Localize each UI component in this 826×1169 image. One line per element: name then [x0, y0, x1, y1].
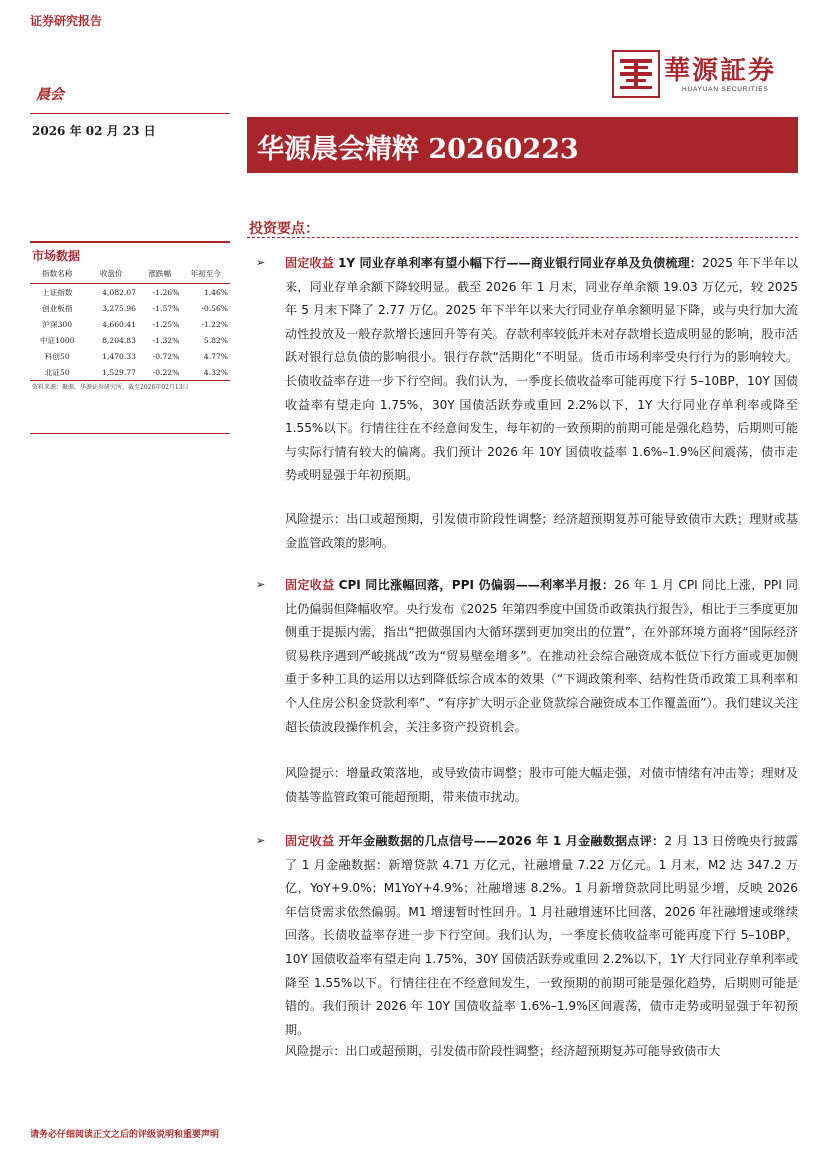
table-row: [30, 332, 230, 348]
logo-emblem-icon: [612, 50, 660, 98]
table-header-row: [30, 266, 230, 284]
market-data-source-note: 资料来源：聚源，华源证券研究所，截至2026年02月13日: [32, 384, 189, 391]
table-row: [30, 316, 230, 332]
key-point-body: [285, 574, 798, 739]
page-title: 华源晨会精粹 20260223: [257, 134, 579, 165]
item-body: 2025 年下半年以来，同业存单余额下降较明显。截至 2026 年 1 月末，同业存单余额 19.03 万亿元，较 2025 年 5 月末下降了 2.77 万亿。2025 年下半年以来大行同业存单余额明显下降，或与央行加大流动性投放及一般存款增长速回升等有关。存款利率较低并未对存款增长造成明显的影响，股市活跃对银行总负债的影响很小。银行存款“活期化”不明显。货币市场利率受央行行为的影响较大。长债收益率存进一步下行空间。我们认为，一季度长债收益率可能再度下行 5–10BP，10Y 国债收益率有望走向 1.75%，30Y 国债活跃券或重回 2.2%以下，1Y 大行同业存单利率或降至 1.55%以下。行情往往在不经意间发生，每年初的一致预期的前期可能是强化趋势，后期则可能与实际行情有较大的偏离。我们预计 2026 年 10Y 国债收益率 1.6%–1.9%区间震荡，债市走势或明显强于年初预期。: [285, 256, 798, 483]
ytd-pct: 4.77%: [203, 351, 228, 361]
change-pct: -1.26%: [152, 287, 180, 297]
report-type-label: 证券研究报告: [30, 14, 103, 28]
close-price: 1,470.33: [102, 351, 136, 361]
col-header: 收盘价: [84, 266, 137, 284]
change-pct: -1.57%: [152, 303, 180, 313]
item-headline: 1Y 同业存单利率有望小幅下行——商业银行同业存单及负债梳理：: [337, 256, 703, 270]
company-logo: [612, 50, 798, 100]
disclaimer-footer: 请务必仔细阅读正文之后的评级说明和重要声明: [30, 1130, 220, 1140]
market-data-table: [30, 266, 230, 381]
col-header: 涨跌幅: [138, 266, 181, 284]
index-name: 科创50: [44, 351, 70, 361]
close-price: 1,529.77: [84, 364, 137, 381]
category-tag: 固定收益: [285, 256, 334, 270]
risk-note: 风险提示：出口或超预期，引发债市阶段性调整；经济超预期复苏可能导致债市大跌；理财或基金监管政策的影响。: [285, 512, 798, 550]
ytd-pct: 5.82%: [203, 335, 228, 345]
risk-note: 风险提示：增量政策落地，或导致债市调整；股市可能大幅走强，对债市情绪有冲击等；理财及债基等监管政策可能超预期，带来债市扰动。: [285, 766, 798, 804]
change-pct: -1.32%: [152, 335, 180, 345]
ytd-pct: -0.56%: [201, 303, 228, 313]
market-data-heading: 市场数据: [32, 249, 81, 263]
report-date: 2026 年 02 月 23 日: [32, 124, 156, 138]
change-pct: -0.72%: [152, 351, 180, 361]
category-tag: 固定收益: [285, 578, 335, 592]
category-tag: 固定收益: [285, 834, 335, 848]
item-body: 26 年 1 月 CPI 同比上涨，PPI 同比仍偏弱但降幅收窄。央行发布《2025 年第四季度中国货币政策执行报告》，相比于三季度更加侧重于提振内需，指出“把做强国内大循环摆到更加突出的位置”，在外部环境方面将“国际经济贸易秩序遇到严峻挑战”改为“贸易壁垒增多”。在推动社会综合融资成本低位下行方面或更加侧重于多种工具的运用以达到降低综合成本的效果（“下调政策利率、结构性货币政策工具利率和个人住房公积金贷款利率”、“有序扩大明示企业贷款综合融资成本工作覆盖面”）。我们建议关注超长债波段操作机会，关注多资产投资机会。: [285, 578, 798, 734]
close-price: 8,204.83: [102, 335, 136, 345]
item-headline: CPI 同比涨幅回落，PPI 仍偏弱——利率半月报：: [338, 578, 615, 592]
bullet-arrow-icon: ➢: [256, 834, 266, 847]
key-point-body: [285, 830, 798, 1042]
col-header: 指数名称: [30, 266, 84, 284]
sidebar-bottom-rule: [30, 433, 230, 434]
title-band: [247, 117, 798, 173]
change-pct: -1.25%: [152, 319, 180, 329]
ytd-pct: 4.32%: [181, 364, 230, 381]
close-price: 3,275.96: [102, 303, 136, 313]
col-header: 年初至今: [181, 266, 230, 284]
bullet-arrow-icon: ➢: [256, 578, 266, 591]
index-name: 创业板指: [42, 303, 73, 313]
bullet-arrow-icon: ➢: [256, 256, 266, 269]
table-row: [30, 348, 230, 364]
close-price: 4,660.41: [102, 319, 136, 329]
ytd-pct: -1.22%: [201, 319, 228, 329]
key-points-rule: [247, 237, 798, 239]
index-name: 北证50: [30, 364, 84, 381]
close-price: 4,082.07: [102, 287, 136, 297]
table-row: [30, 300, 230, 316]
item-headline: 开年金融数据的几点信号——2026 年 1 月金融数据点评：: [338, 834, 665, 848]
table-row: [30, 364, 230, 381]
risk-note: 风险提示：出口或超预期，引发债市阶段性调整；经济超预期复苏可能导致债市大: [285, 1044, 721, 1058]
logo-cn-name: 華源証券: [664, 56, 777, 86]
market-top-rule: [30, 241, 230, 243]
index-name: 中证1000: [39, 335, 75, 345]
table-row: [30, 284, 230, 301]
logo-en-name: HUAYUAN SECURITIES: [682, 86, 769, 93]
key-points-heading: 投资要点：: [249, 221, 319, 237]
change-pct: -0.22%: [138, 364, 181, 381]
key-point-body: [285, 252, 798, 488]
ytd-pct: 1.46%: [203, 287, 228, 297]
date-rule: [30, 113, 230, 114]
section-label: 晨会: [36, 87, 64, 103]
index-name: 沪深300: [42, 319, 73, 329]
index-name: 上证指数: [42, 287, 73, 297]
item-body: 2 月 13 日傍晚央行披露了 1 月金融数据：新增贷款 4.71 万亿元，社融增量 7.22 万亿元。1 月末，M2 达 347.2 万亿，YoY+9.0%；M1YoY+4.9%；社融增速 8.2%。1 月新增贷款同比明显少增，反映 2026 年信贷需求依然偏弱。M1 增速暂时性回升。1 月社融增速环比回落，2026 年社融增速或继续回落。长债收益率存进一步下行空间。我们认为，一季度长债收益率可能再度下行 5–10BP，10Y 国债收益率有望走向 1.75%，30Y 国债活跃券或重回 2.2%以下，1Y 大行同业存单利率或降至 1.55%以下。行情往往在不经意间发生，一致预期的前期可能是强化趋势，后期则可能是错的。我们预计 2026 年 10Y 国债收益率 1.6%–1.9%区间震荡，债市走势或明显强于年初预期。: [285, 834, 798, 1037]
